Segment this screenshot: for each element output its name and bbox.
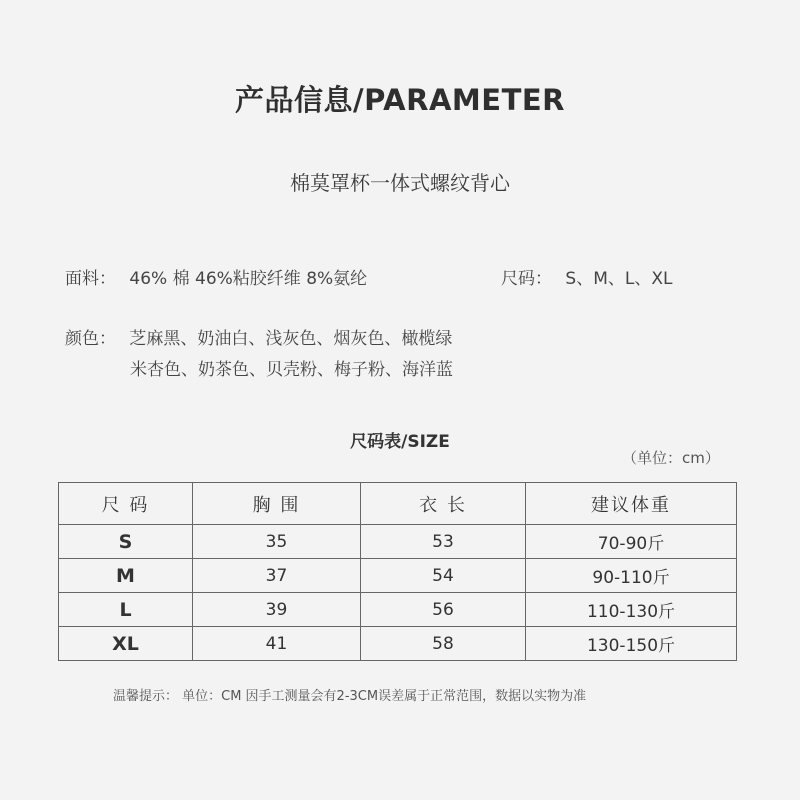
cell-length: 56 — [361, 593, 526, 627]
cell-bust: 35 — [193, 525, 361, 559]
fabric-label: 面料： — [65, 269, 116, 289]
cell-weight: 130-150斤 — [526, 627, 737, 661]
sizes-info — [501, 264, 672, 289]
cell-length: 54 — [361, 559, 526, 593]
product-name: 棉莫罩杯一体式螺纹背心 — [290, 171, 510, 195]
fabric-value: 46% 棉 46%粘胶纤维 8%氨纶 — [129, 269, 368, 289]
cell-size: L — [59, 593, 193, 627]
table-row — [59, 525, 737, 559]
header-bust: 胸 围 — [193, 483, 361, 525]
header-size: 尺 码 — [59, 483, 193, 525]
table-header-row — [59, 483, 737, 525]
unit-note: （单位：cm） — [622, 449, 720, 467]
cell-length: 58 — [361, 627, 526, 661]
cell-weight: 90-110斤 — [526, 559, 737, 593]
colors-label: 颜色： — [65, 329, 116, 349]
header-weight: 建议体重 — [526, 483, 737, 525]
size-chart-title: 尺码表/SIZE — [350, 432, 450, 452]
footer-note: 温馨提示： 单位：CM 因手工测量会有2-3CM误差属于正常范围，数据以实物为准 — [113, 689, 587, 704]
table-row — [59, 627, 737, 661]
colors-info — [65, 324, 452, 349]
cell-weight: 110-130斤 — [526, 593, 737, 627]
page-title: 产品信息/PARAMETER — [235, 83, 565, 117]
sizes-value: S、M、L、XL — [565, 269, 673, 289]
cell-size: M — [59, 559, 193, 593]
colors-line-2: 米杏色、奶茶色、贝壳粉、梅子粉、海洋蓝 — [130, 360, 453, 380]
sizes-label: 尺码： — [501, 269, 552, 289]
cell-size: S — [59, 525, 193, 559]
cell-size: XL — [59, 627, 193, 661]
table-row — [59, 593, 737, 627]
fabric-info — [65, 264, 367, 289]
cell-bust: 37 — [193, 559, 361, 593]
colors-line-1: 芝麻黑、奶油白、浅灰色、烟灰色、橄榄绿 — [129, 329, 453, 349]
cell-length: 53 — [361, 525, 526, 559]
size-table — [58, 482, 737, 661]
cell-bust: 41 — [193, 627, 361, 661]
cell-weight: 70-90斤 — [526, 525, 737, 559]
header-length: 衣 长 — [361, 483, 526, 525]
table-row — [59, 559, 737, 593]
cell-bust: 39 — [193, 593, 361, 627]
